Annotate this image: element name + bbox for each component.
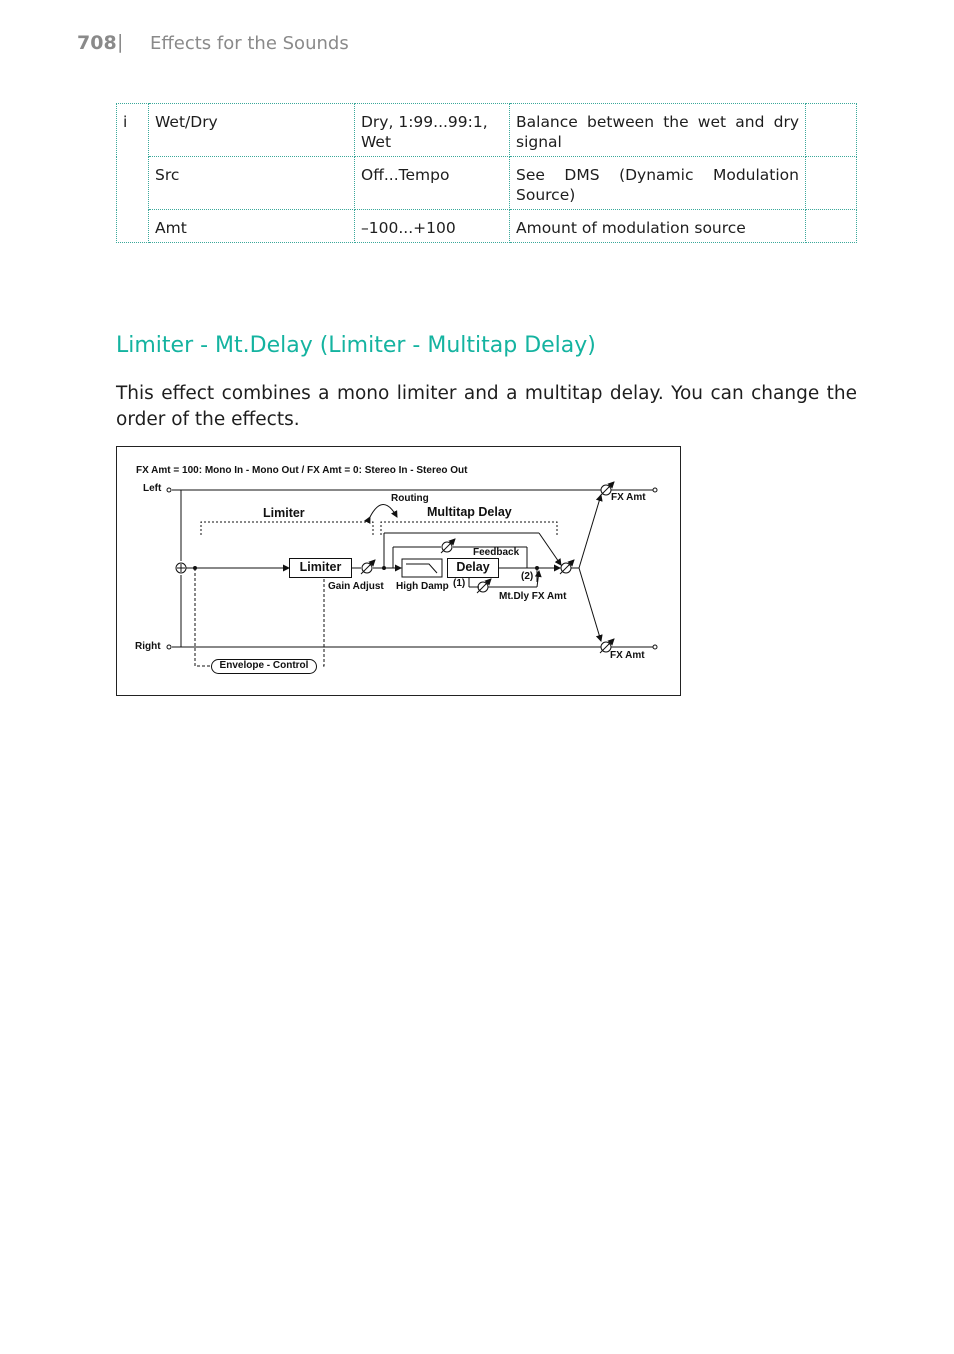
param-description-cell: See DMS (Dynamic Modulation Source) xyxy=(510,157,806,210)
mode-caption: FX Amt = 100: Mono In - Mono Out / FX Amt = 0: Stereo In - Stereo Out xyxy=(136,465,468,476)
tap-1-label: (1) xyxy=(453,578,466,589)
mt-dly-fx-amt-label: Mt.Dly FX Amt xyxy=(499,591,567,602)
section-title: Limiter - Mt.Delay (Limiter - Multitap Delay) xyxy=(116,333,596,358)
page-number: 708 xyxy=(77,32,117,54)
signal-flow-diagram xyxy=(116,446,681,696)
routing-arrow xyxy=(370,505,397,518)
left-input-node xyxy=(167,488,171,492)
section-intro: This effect combines a mono limiter and a multitap delay. You can change the order of the effects. xyxy=(116,383,857,430)
param-range-cell: Off...Tempo xyxy=(355,157,510,210)
param-range-cell: –100...+100 xyxy=(355,210,510,243)
table-row xyxy=(117,210,857,243)
right-label: Right xyxy=(135,641,161,652)
gain-adjust-label: Gain Adjust xyxy=(328,581,384,592)
param-range-cell: Dry, 1:99...99:1, Wet xyxy=(355,104,510,157)
table-row xyxy=(117,157,857,210)
limiter-bracket xyxy=(201,522,373,535)
param-extra-cell xyxy=(806,210,857,243)
envelope-control-box: Envelope - Control xyxy=(211,659,317,674)
left-output-node xyxy=(653,488,657,492)
left-label: Left xyxy=(143,483,162,494)
routing-label: Routing xyxy=(391,493,429,504)
param-name-cell: Wet/Dry xyxy=(149,104,355,157)
limiter-box: Limiter xyxy=(289,558,352,578)
param-description-cell: Balance between the wet and dry signal xyxy=(510,104,806,157)
high-damp-box xyxy=(402,559,442,577)
feedback-label: Feedback xyxy=(473,547,520,558)
right-output-node xyxy=(653,645,657,649)
parameter-table xyxy=(116,103,857,243)
limiter-section-label: Limiter xyxy=(263,506,305,520)
header-separator: | xyxy=(117,31,124,53)
delay-box: Delay xyxy=(447,558,499,578)
multitap-section-label: Multitap Delay xyxy=(427,505,512,519)
fx-amt-bottom-label: FX Amt xyxy=(610,650,645,661)
param-extra-cell xyxy=(806,104,857,157)
param-name-cell: Src xyxy=(149,157,355,210)
diagram-lines xyxy=(117,447,680,695)
header-section-name: Effects for the Sounds xyxy=(150,33,349,54)
tap-2-label: (2) xyxy=(521,571,534,582)
high-damp-label: High Damp xyxy=(396,581,449,592)
param-name-cell: Amt xyxy=(149,210,355,243)
param-extra-cell xyxy=(806,157,857,210)
fx-amt-top-label: FX Amt xyxy=(611,492,646,503)
right-input-node xyxy=(167,645,171,649)
param-description-cell: Amount of modulation source xyxy=(510,210,806,243)
group-id-cell: i xyxy=(117,104,149,243)
table-row xyxy=(117,104,857,157)
